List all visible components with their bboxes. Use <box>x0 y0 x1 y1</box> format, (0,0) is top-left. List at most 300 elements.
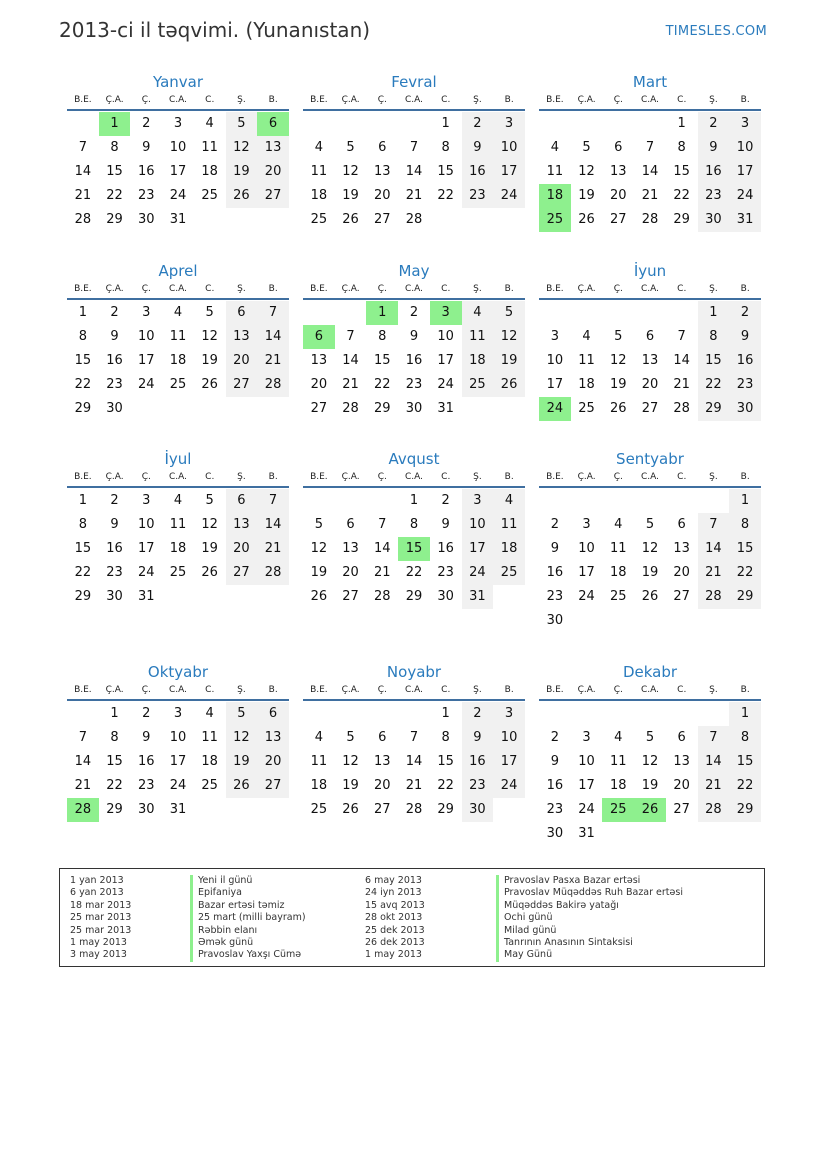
day-cell: 3 <box>582 517 591 532</box>
day-cell: 5 <box>645 730 655 745</box>
weekday-header <box>303 93 525 111</box>
weekday-label: C. <box>677 284 687 294</box>
day-cell: 2 <box>462 112 494 136</box>
day-cell: 6 <box>226 301 258 325</box>
day-cell: 6 <box>378 140 387 155</box>
day-cell: 4 <box>582 329 591 344</box>
day-empty <box>366 489 398 513</box>
day-cell: 28 <box>74 212 92 227</box>
weekday-label: B.E. <box>310 472 328 482</box>
weekday-label: C.A. <box>405 284 424 294</box>
weekday-label: B. <box>740 95 750 105</box>
day-cell: 8 <box>110 730 119 745</box>
day-cell: 16 <box>462 750 494 774</box>
day-cell: 11 <box>169 329 187 344</box>
day-cell: 17 <box>546 377 564 392</box>
day-cell: 2 <box>729 301 761 325</box>
day-cell: 17 <box>169 164 187 179</box>
legend-name: Tanrının Anasının Sintaksisi <box>496 937 683 949</box>
day-cell: 28 <box>342 401 359 416</box>
day-cell: 14 <box>373 541 391 556</box>
day-cell: 16 <box>137 164 155 179</box>
day-cell: 15 <box>74 541 92 556</box>
day-cell: 1 <box>729 702 761 726</box>
day-cell: 12 <box>641 541 659 556</box>
day-cell: 11 <box>462 325 494 349</box>
day-cell: 22 <box>437 778 454 793</box>
day-cell: 3 <box>142 493 151 508</box>
day-cell: 19 <box>609 377 627 392</box>
day-cell: 1 <box>366 301 398 325</box>
day-cell: 8 <box>698 325 730 349</box>
day-cell: 24 <box>137 565 155 580</box>
day-cell: 5 <box>582 140 591 155</box>
day-cell: 29 <box>106 802 123 817</box>
day-cell: 1 <box>99 112 131 136</box>
day-cell: 22 <box>106 778 123 793</box>
day-cell: 6 <box>226 489 258 513</box>
day-cell: 20 <box>673 565 690 580</box>
day-cell: 31 <box>462 585 494 609</box>
day-cell: 23 <box>106 377 123 392</box>
day-empty <box>571 112 603 136</box>
weekday-label: B. <box>504 284 514 294</box>
day-cell: 24 <box>437 377 454 392</box>
weekday-label: Ç. <box>377 472 387 482</box>
day-cell: 28 <box>405 212 423 227</box>
day-cell: 26 <box>641 589 659 604</box>
day-cell: 26 <box>609 401 627 416</box>
day-cell: 18 <box>169 353 187 368</box>
day-empty <box>634 489 666 513</box>
day-cell: 27 <box>226 561 258 585</box>
day-grid <box>303 702 525 822</box>
day-cell: 19 <box>201 353 218 368</box>
day-cell: 28 <box>257 373 289 397</box>
weekday-label: B. <box>740 472 750 482</box>
day-grid <box>303 301 525 421</box>
day-cell: 28 <box>257 561 289 585</box>
day-cell: 24 <box>539 397 571 421</box>
month-11 <box>303 661 525 822</box>
month-10 <box>67 661 289 822</box>
weekday-label: Ç.A. <box>105 472 124 482</box>
page-title: 2013-ci il təqvimi. (Yunanıstan) <box>59 18 371 42</box>
day-cell: 12 <box>226 136 258 160</box>
day-empty <box>634 301 666 325</box>
day-cell: 24 <box>493 774 525 798</box>
day-cell: 25 <box>462 373 494 397</box>
day-cell: 12 <box>201 329 218 344</box>
day-cell: 1 <box>78 305 87 320</box>
day-cell: 21 <box>74 188 92 203</box>
month-name: Dekabr <box>622 663 678 681</box>
weekday-label: Ç.A. <box>105 284 124 294</box>
day-empty <box>539 301 571 325</box>
day-empty <box>634 702 666 726</box>
legend-date: 6 yan 2013 <box>70 887 124 899</box>
day-cell: 26 <box>342 212 359 227</box>
day-cell: 19 <box>578 188 595 203</box>
day-cell: 5 <box>346 140 355 155</box>
day-empty <box>303 489 335 513</box>
day-cell: 13 <box>673 541 690 556</box>
day-cell: 2 <box>110 493 119 508</box>
day-cell: 21 <box>698 774 730 798</box>
weekday-label: C. <box>441 95 451 105</box>
day-cell: 4 <box>614 517 623 532</box>
day-cell: 30 <box>137 802 155 817</box>
weekday-label: B.E. <box>310 95 328 105</box>
weekday-label: Ç.A. <box>577 95 596 105</box>
site-link[interactable]: TIMESLES.COM <box>665 24 767 39</box>
day-cell: 23 <box>462 184 494 208</box>
day-cell: 6 <box>378 730 387 745</box>
day-cell: 25 <box>310 212 328 227</box>
day-cell: 15 <box>698 349 730 373</box>
weekday-label: B.E. <box>74 472 92 482</box>
day-cell: 18 <box>609 778 627 793</box>
day-cell: 6 <box>677 517 686 532</box>
day-cell: 13 <box>373 164 391 179</box>
day-cell: 28 <box>373 589 391 604</box>
day-empty <box>666 489 698 513</box>
legend-name: Pravoslav Müqəddəs Ruh Bazar ertəsi <box>496 887 683 899</box>
day-empty <box>366 112 398 136</box>
day-empty <box>539 702 571 726</box>
day-cell: 23 <box>546 802 564 817</box>
day-empty <box>602 301 634 325</box>
day-cell: 9 <box>441 517 450 532</box>
day-cell: 4 <box>493 489 525 513</box>
day-cell: 3 <box>142 305 151 320</box>
weekday-label: C.A. <box>169 284 188 294</box>
day-cell: 15 <box>729 750 761 774</box>
day-cell: 16 <box>462 160 494 184</box>
day-cell: 14 <box>74 754 92 769</box>
day-grid <box>539 489 761 633</box>
day-cell: 19 <box>641 778 659 793</box>
day-cell: 9 <box>409 329 419 344</box>
weekday-label: C. <box>677 472 687 482</box>
day-cell: 15 <box>673 164 690 179</box>
day-cell: 7 <box>257 301 289 325</box>
day-cell: 17 <box>578 778 595 793</box>
weekday-label: Ç. <box>377 95 387 105</box>
day-cell: 3 <box>729 112 761 136</box>
day-cell: 12 <box>226 726 258 750</box>
day-cell: 30 <box>698 208 730 232</box>
weekday-label: C. <box>205 685 215 695</box>
day-cell: 20 <box>257 160 289 184</box>
legend-date: 18 mar 2013 <box>70 899 132 911</box>
day-cell: 3 <box>462 489 494 513</box>
day-cell: 4 <box>205 706 214 721</box>
day-grid <box>67 489 289 609</box>
day-cell: 1 <box>698 301 730 325</box>
day-cell: 1 <box>78 493 87 508</box>
day-cell: 2 <box>110 305 119 320</box>
day-cell: 2 <box>698 112 730 136</box>
day-cell: 21 <box>405 188 423 203</box>
weekday-label: B.E. <box>74 685 92 695</box>
day-cell: 25 <box>539 208 571 232</box>
day-cell: 31 <box>578 826 595 841</box>
day-cell: 3 <box>173 116 183 131</box>
weekday-header <box>539 683 761 701</box>
weekday-label: B. <box>504 685 514 695</box>
day-cell: 9 <box>142 730 151 745</box>
weekday-label: B.E. <box>546 685 564 695</box>
day-cell: 27 <box>373 802 391 817</box>
month-name: Yanvar <box>152 73 204 91</box>
day-empty <box>539 112 571 136</box>
day-grid <box>539 702 761 846</box>
day-grid <box>303 112 525 232</box>
day-cell: 2 <box>142 706 151 721</box>
day-cell: 26 <box>634 798 666 822</box>
day-cell: 18 <box>539 184 571 208</box>
weekday-header <box>539 282 761 300</box>
weekday-label: Ş. <box>473 472 482 482</box>
day-cell: 27 <box>342 589 359 604</box>
day-cell: 6 <box>257 112 289 136</box>
day-cell: 15 <box>437 754 454 769</box>
month-name: Oktyabr <box>147 663 209 681</box>
day-empty <box>666 301 698 325</box>
day-cell: 16 <box>106 353 123 368</box>
weekday-header <box>539 93 761 111</box>
day-cell: 5 <box>614 329 623 344</box>
weekday-label: C. <box>441 472 451 482</box>
day-cell: 7 <box>698 513 730 537</box>
day-cell: 5 <box>493 301 525 325</box>
day-grid <box>303 489 525 609</box>
day-cell: 25 <box>169 565 187 580</box>
day-cell: 4 <box>314 730 323 745</box>
weekday-label: Ç.A. <box>577 472 596 482</box>
weekday-label: Ç.A. <box>341 95 360 105</box>
day-cell: 5 <box>346 730 355 745</box>
day-cell: 22 <box>437 188 454 203</box>
day-cell: 20 <box>257 750 289 774</box>
weekday-label: Ç.A. <box>577 685 596 695</box>
weekday-label: Ç. <box>141 284 151 294</box>
month-6 <box>539 260 761 421</box>
legend-name: 25 mart (milli bayram) <box>190 912 306 924</box>
day-cell: 2 <box>142 116 151 131</box>
day-cell: 24 <box>578 802 595 817</box>
day-cell: 13 <box>673 754 690 769</box>
day-cell: 20 <box>673 778 690 793</box>
day-cell: 2 <box>462 702 494 726</box>
day-cell: 5 <box>314 517 323 532</box>
month-3 <box>539 71 761 232</box>
day-cell: 16 <box>698 160 730 184</box>
day-cell: 30 <box>106 589 123 604</box>
weekday-label: Ş. <box>709 284 718 294</box>
day-cell: 8 <box>441 730 450 745</box>
day-cell: 4 <box>314 140 323 155</box>
weekday-label: B.E. <box>310 284 328 294</box>
day-cell: 2 <box>550 730 559 745</box>
legend-date: 28 okt 2013 <box>365 912 423 924</box>
weekday-label: Ç.A. <box>341 472 360 482</box>
month-1 <box>67 71 289 232</box>
day-cell: 4 <box>550 140 559 155</box>
day-cell: 27 <box>257 184 289 208</box>
weekday-header <box>303 470 525 488</box>
day-cell: 12 <box>493 325 525 349</box>
day-cell: 17 <box>578 565 595 580</box>
day-cell: 4 <box>173 493 183 508</box>
weekday-label: B.E. <box>74 95 92 105</box>
day-cell: 30 <box>462 798 494 822</box>
day-cell: 7 <box>257 489 289 513</box>
day-cell: 31 <box>729 208 761 232</box>
day-cell: 25 <box>201 188 218 203</box>
day-cell: 26 <box>310 589 328 604</box>
day-cell: 10 <box>578 754 595 769</box>
day-cell: 5 <box>645 517 655 532</box>
day-empty <box>602 702 634 726</box>
day-cell: 6 <box>677 730 686 745</box>
day-cell: 21 <box>673 377 690 392</box>
day-cell: 29 <box>729 585 761 609</box>
day-empty <box>666 702 698 726</box>
weekday-label: Ç. <box>613 685 623 695</box>
day-cell: 1 <box>677 116 686 131</box>
day-cell: 25 <box>493 561 525 585</box>
day-cell: 17 <box>169 754 187 769</box>
day-cell: 21 <box>373 565 391 580</box>
day-cell: 29 <box>405 589 423 604</box>
weekday-label: B.E. <box>546 284 564 294</box>
day-cell: 12 <box>310 541 328 556</box>
legend-names-right <box>496 875 683 962</box>
day-cell: 20 <box>342 565 359 580</box>
weekday-label: B.E. <box>546 472 564 482</box>
day-cell: 31 <box>169 212 187 227</box>
weekday-label: Ş. <box>709 685 718 695</box>
holiday-legend <box>59 868 765 967</box>
weekday-label: Ç. <box>613 284 623 294</box>
day-empty <box>335 301 367 325</box>
day-cell: 11 <box>310 164 328 179</box>
day-cell: 18 <box>609 565 627 580</box>
legend-name: Əmək günü <box>190 937 306 949</box>
legend-dates-right <box>365 875 425 962</box>
day-cell: 8 <box>110 140 119 155</box>
day-cell: 9 <box>462 726 494 750</box>
day-cell: 18 <box>462 349 494 373</box>
day-cell: 10 <box>578 541 595 556</box>
day-cell: 24 <box>729 184 761 208</box>
day-cell: 16 <box>137 754 155 769</box>
day-empty <box>398 702 430 726</box>
legend-name: Ochi günü <box>496 912 683 924</box>
day-cell: 11 <box>609 754 627 769</box>
weekday-label: C. <box>677 685 687 695</box>
day-cell: 27 <box>673 802 690 817</box>
day-cell: 14 <box>698 537 730 561</box>
weekday-header <box>303 683 525 701</box>
day-cell: 23 <box>437 565 454 580</box>
day-cell: 12 <box>609 353 627 368</box>
weekday-label: Ç. <box>613 95 623 105</box>
legend-date: 25 mar 2013 <box>70 924 132 936</box>
day-cell: 14 <box>641 164 659 179</box>
day-cell: 17 <box>137 353 155 368</box>
day-cell: 22 <box>373 377 391 392</box>
weekday-label: B.E. <box>74 284 92 294</box>
day-cell: 10 <box>437 329 454 344</box>
day-empty <box>602 112 634 136</box>
weekday-label: Ş. <box>237 472 246 482</box>
day-cell: 30 <box>137 212 155 227</box>
day-cell: 23 <box>137 778 155 793</box>
day-cell: 23 <box>698 184 730 208</box>
day-cell: 6 <box>346 517 355 532</box>
weekday-label: Ş. <box>237 95 246 105</box>
day-cell: 11 <box>201 140 218 155</box>
day-grid <box>539 112 761 232</box>
day-cell: 20 <box>310 377 328 392</box>
day-cell: 7 <box>409 140 419 155</box>
month-9 <box>539 448 761 633</box>
day-cell: 31 <box>437 401 454 416</box>
day-empty <box>303 301 335 325</box>
day-cell: 22 <box>673 188 690 203</box>
weekday-label: Ç.A. <box>105 95 124 105</box>
day-cell: 14 <box>405 754 423 769</box>
day-cell: 26 <box>201 565 218 580</box>
day-cell: 25 <box>609 589 627 604</box>
day-cell: 17 <box>729 160 761 184</box>
weekday-label: C.A. <box>405 685 424 695</box>
day-cell: 13 <box>373 754 391 769</box>
weekday-label: Ç. <box>377 685 387 695</box>
day-cell: 16 <box>546 565 564 580</box>
weekday-label: Ş. <box>473 95 482 105</box>
day-cell: 15 <box>729 537 761 561</box>
day-cell: 22 <box>106 188 123 203</box>
day-cell: 12 <box>641 754 659 769</box>
day-cell: 1 <box>441 706 450 721</box>
weekday-header <box>67 93 289 111</box>
day-cell: 14 <box>342 353 359 368</box>
day-cell: 19 <box>310 565 328 580</box>
day-cell: 18 <box>169 541 187 556</box>
day-cell: 13 <box>226 513 258 537</box>
day-cell: 14 <box>405 164 423 179</box>
legend-dates-left <box>70 875 131 962</box>
day-cell: 23 <box>405 377 423 392</box>
weekday-label: C.A. <box>169 685 188 695</box>
day-cell: 10 <box>137 329 155 344</box>
day-cell: 25 <box>602 798 634 822</box>
day-cell: 17 <box>462 537 494 561</box>
day-empty <box>698 489 730 513</box>
day-cell: 3 <box>582 730 591 745</box>
day-cell: 13 <box>342 541 359 556</box>
day-cell: 22 <box>729 774 761 798</box>
day-cell: 14 <box>257 325 289 349</box>
weekday-label: C.A. <box>641 95 660 105</box>
day-cell: 3 <box>430 301 462 325</box>
day-cell: 25 <box>169 377 187 392</box>
day-cell: 19 <box>342 778 359 793</box>
